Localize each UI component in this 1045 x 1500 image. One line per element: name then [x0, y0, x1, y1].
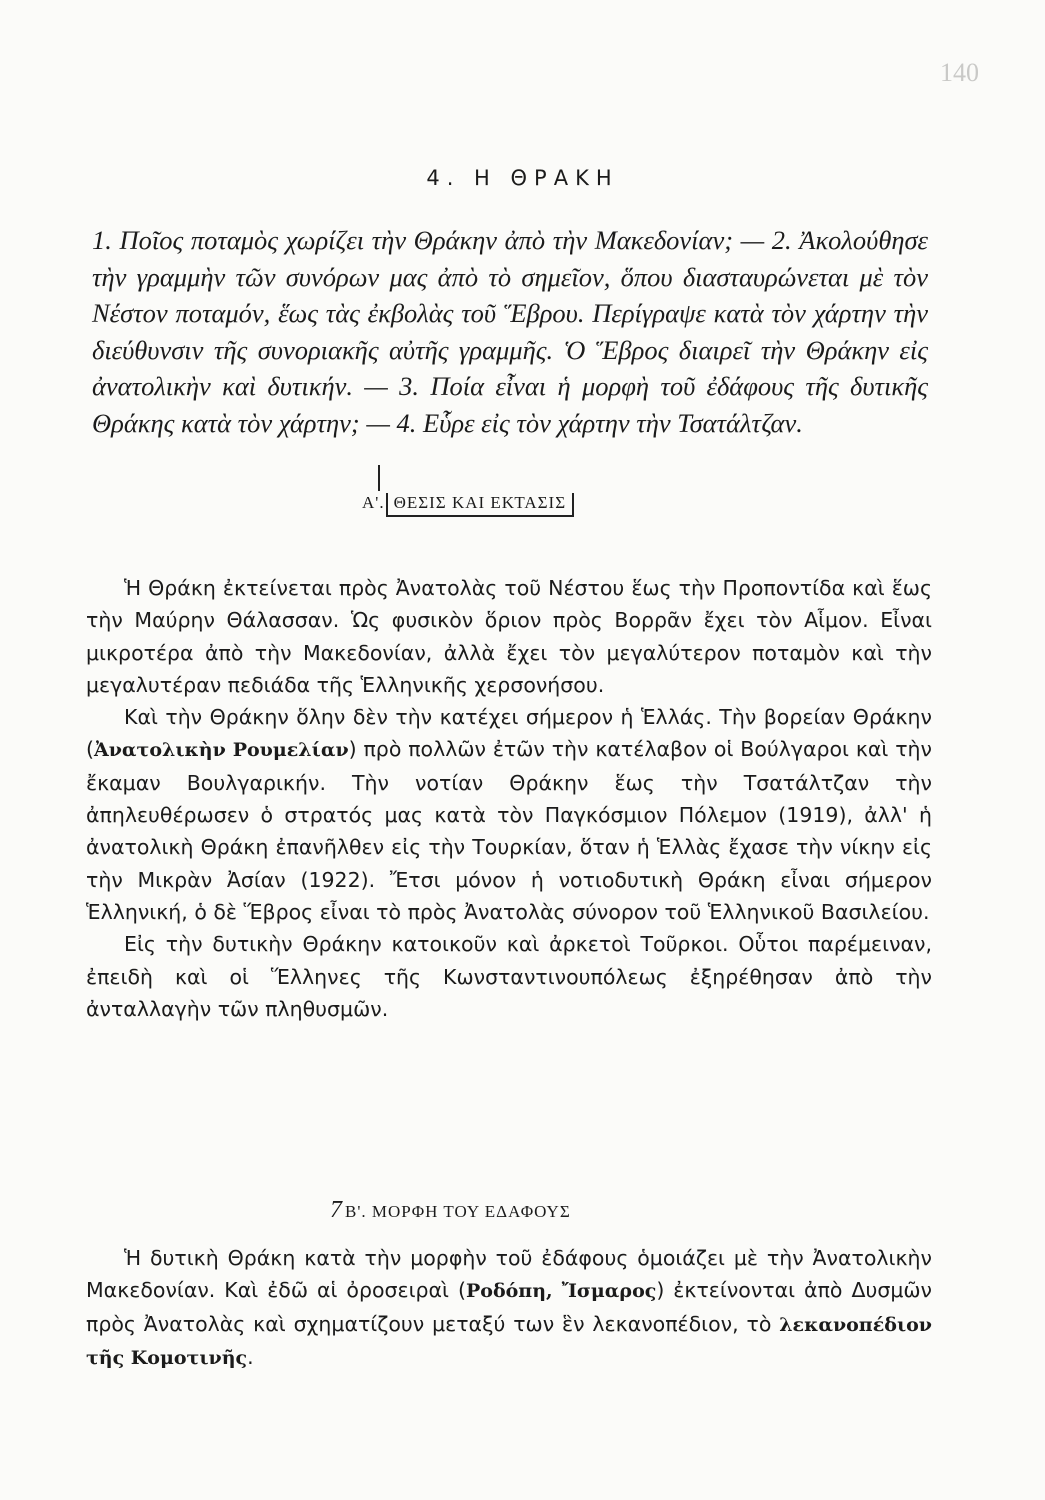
emphasis-eastern-rumelia: Ἀνατολικὴν Ρουμελίαν	[94, 739, 349, 762]
section-b-paragraph-1	[86, 1242, 932, 1374]
emphasis-komotini-basin: λεκανοπέδιον τῆς Κομοτινῆς	[86, 1313, 932, 1369]
section-b-heading-text: Β'. ΜΟΡΦΗ ΤΟΥ ΕΔΑΦΟΥΣ	[345, 1202, 571, 1221]
section-a-paragraph-3: Εἰς τὴν δυτικὴν Θράκην κατοικοῦν καὶ ἀρκετοὶ Τοῦρκοι. Οὗτοι παρέμειναν, ἐπειδὴ καὶ οἱ Ἕλληνες τῆς Κωνσταντινουπόλεως ἐξηρέθησαν ἀπὸ τὴν ἀνταλλαγὴν τῶν πληθυσμῶν.	[86, 932, 932, 1021]
section-a-body	[86, 572, 932, 1025]
section-a-heading-text: ΘΕΣΙΣ ΚΑΙ ΕΚΤΑΣΙΣ	[393, 493, 567, 512]
handwritten-mark: 7	[330, 1197, 343, 1223]
section-b-text-c: .	[247, 1344, 254, 1369]
paragraph-2-text-a: Καὶ τὴν Θράκην ὅλην δὲν τὴν κατέχει σήμερον ἡ Ἑλλάς. Τὴν βορείαν Θράκην (	[86, 705, 932, 762]
section-a-letter: Α'.	[362, 493, 385, 512]
section-b-heading	[330, 1197, 571, 1224]
section-a-heading-box	[386, 493, 575, 517]
section-a-heading	[362, 493, 574, 517]
section-b-text-a: Ἡ δυτικὴ Θράκη κατὰ τὴν μορφὴν τοῦ ἐδάφους ὁμοιάζει μὲ τὴν Ἀνατολικὴν Μακεδονίαν. Καὶ ἐδῶ αἱ ὀροσειραὶ (	[86, 1246, 932, 1303]
paragraph-2-text-b: ) πρὸ πολλῶν ἐτῶν τὴν κατέλαβον οἱ Βούλγαροι καὶ τὴν ἔκαμαν Βουλγαρικήν. Τὴν νοτίαν Θράκην ἕως τὴν Τσατάλτζαν τὴν ἀπηλευθέρωσεν ὁ στρατός μας κατὰ τὸν Παγκόσμιον Πόλεμον (1919), ἀλλ' ἡ ἀνατολικὴ Θράκη ἐπανῆλθεν εἰς τὴν Τουρκίαν, ὅταν ἡ Ἑλλὰς ἔχασε τὴν νίκην εἰς τὴν Μικρὰν Ἀσίαν (1922). Ἔτσι μόνον ἡ νοτιοδυτικὴ Θράκη εἶναι σήμερον Ἑλληνική, ὁ δὲ Ἕβρος εἶναι τὸ πρὸς Ἀνατολὰς σύνορον τοῦ Ἑλληνικοῦ Βασιλείου.	[86, 737, 932, 924]
section-a-paragraph-1: Ἡ Θράκη ἐκτείνεται πρὸς Ἀνατολὰς τοῦ Νέστου ἕως τὴν Προποντίδα καὶ ἕως τὴν Μαύρην Θάλασσαν. Ὡς φυσικὸν ὅριον πρὸς Βορρᾶν ἔχει τὸν Αἷμον. Εἶναι μικροτέρα ἀπὸ τὴν Μακεδονίαν, ἀλλὰ ἔχει τὸν μεγαλύτερον ποταμὸν καὶ τὴν μεγαλυτέραν πεδιάδα τῆς Ἑλληνικῆς χερσονήσου.	[86, 576, 932, 697]
section-b-text-b: ) ἐκτείνονται ἀπὸ Δυσμῶν πρὸς Ἀνατολὰς καὶ σχηματίζουν μεταξύ των ἓν λεκανοπέδιον, τὸ	[86, 1278, 932, 1336]
questions-paragraph: 1. Ποῖος ποταμὸς χωρίζει τὴν Θράκην ἀπὸ τὴν Μακεδονίαν; — 2. Ἀκολούθησε τὴν γραμμὴν τῶν συνόρων μας ἀπὸ τὸ σημεῖον, ὅπου διασταυρώνεται μὲ τὸν Νέστον ποταμόν, ἕως τὰς ἐκβολὰς τοῦ Ἕβρου. Περίγραψε κατὰ τὸν χάρτην τὴν διεύθυνσιν τῆς συνοριακῆς αὐτῆς γραμμῆς. Ὁ Ἕβρος διαιρεῖ τὴν Θράκην εἰς ἀνατολικὴν καὶ δυτικήν. — 3. Ποία εἶναι ἡ μορφὴ τοῦ ἐδάφους τῆς δυτικῆς Θράκης κατὰ τὸν χάρτην; — 4. Εὗρε εἰς τὸν χάρτην τὴν Τσατάλτζαν.	[92, 225, 928, 438]
page-number: 140	[940, 58, 979, 87]
section-a-paragraph-2	[86, 701, 932, 928]
chapter-title: 4. Η ΘΡΑΚΗ	[426, 166, 619, 190]
section-b-body	[86, 1242, 932, 1374]
emphasis-mountains: Ροδόπη, Ἴσμαρος	[465, 1280, 657, 1303]
heading-box-corner	[378, 465, 380, 491]
